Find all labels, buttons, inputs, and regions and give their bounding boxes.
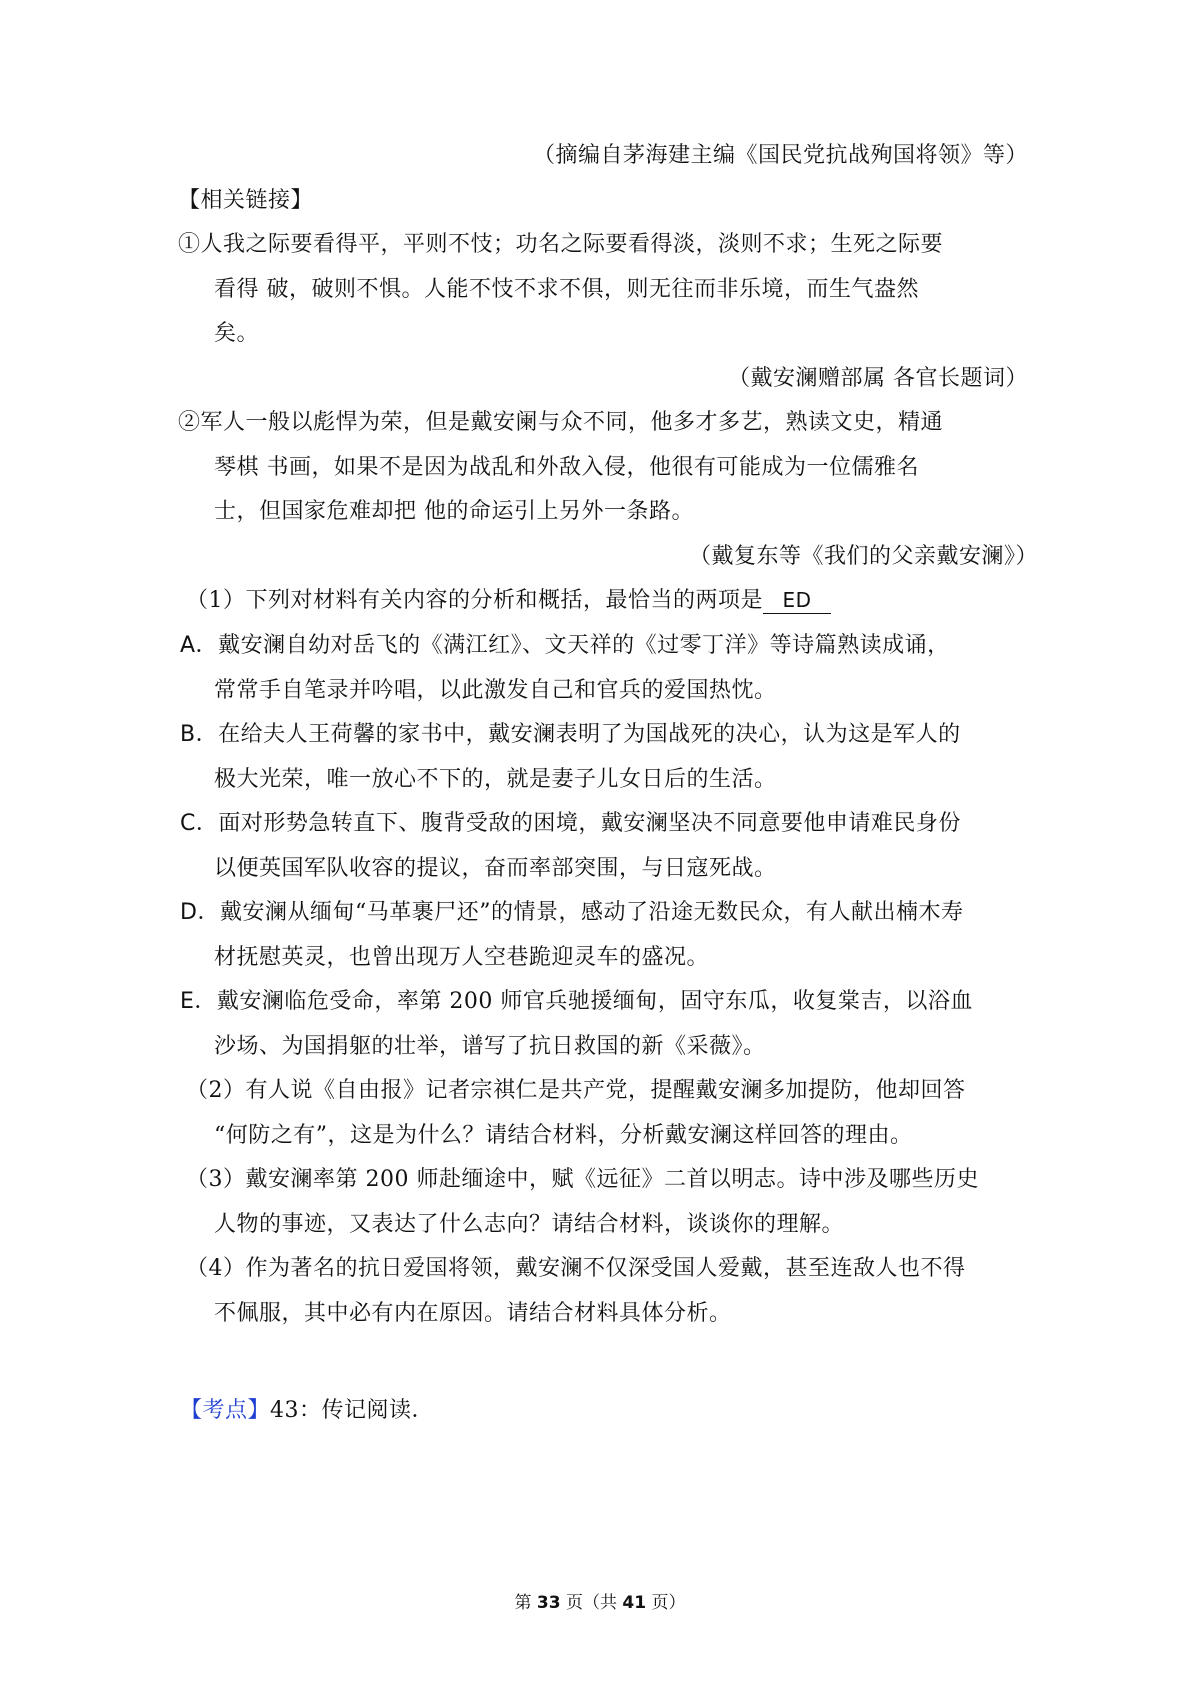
option-c [180, 809, 961, 839]
source-note: （摘编自茅海建主编《国民党抗战殉国将领》等） [532, 143, 1028, 168]
option-b-line1: 在给夫人王荷馨的家书中，戴安澜表明了为国战死的决心，认为这是军人的 [218, 722, 961, 747]
option-d [180, 898, 963, 928]
link2-source: （戴复东等《我们的父亲戴安澜》） [688, 544, 1038, 569]
option-c-line1: 面对形势急转直下、腹背受敌的困境，戴安澜坚决不同意要他申请难民身份 [218, 811, 961, 836]
link1-line2: 看得 破，破则不惧。人能不忮不求不俱，则无往而非乐境，而生气盎然 [214, 277, 919, 302]
question-4-line1: （4）作为著名的抗日爱国将领，戴安澜不仅深受国人爱戴，甚至连敌人也不得 [186, 1256, 966, 1281]
option-e [180, 987, 973, 1017]
option-b-letter: B． [180, 722, 219, 747]
option-d-line1: 戴安澜从缅甸“马革裹尸还”的情景，感动了沿途无数民众，有人献出楠木寿 [219, 900, 964, 925]
kaodian [180, 1396, 434, 1426]
option-d-line2: 材抚慰英灵，也曾出现万人空巷跪迎灵车的盛况。 [214, 945, 710, 970]
option-a [180, 631, 950, 661]
link2-line1: ②军人一般以彪悍为荣，但是戴安阑与众不同，他多才多艺，熟读文史，精通 [178, 410, 944, 435]
link1-source: （戴安澜赠部属 各官长题词） [728, 366, 1028, 391]
option-c-line2: 以便英国军队收容的提议，奋而率部突围，与日寇死战。 [214, 856, 777, 881]
footer-mid: 页（共 [566, 1593, 617, 1613]
kaodian-tag: 【考点】 [180, 1398, 271, 1423]
option-c-letter: C． [180, 811, 219, 836]
link2-line3: 士，但国家危难却把 他的命运引上另外一条路。 [214, 499, 694, 524]
footer-page-number: 33 [536, 1593, 561, 1613]
option-a-line1: 戴安澜自幼对岳飞的《满江红》、文天祥的《过零丁洋》等诗篇熟读成诵， [218, 633, 950, 658]
option-e-line1: 戴安澜临危受命，率第 200 师官兵驰援缅甸，固守东瓜，收复棠吉，以浴血 [216, 989, 973, 1014]
kaodian-text: 43：传记阅读． [270, 1398, 435, 1423]
option-e-letter: E． [180, 989, 217, 1014]
question-2-line2: “何防之有”，这是为什么？请结合材料，分析戴安澜这样回答的理由。 [214, 1123, 913, 1148]
footer-total-pages: 41 [622, 1593, 647, 1613]
related-links-heading: 【相关链接】 [178, 188, 314, 213]
question-1 [186, 586, 831, 616]
page-footer [0, 1592, 1200, 1614]
footer-prefix: 第 [514, 1593, 532, 1613]
link1-line1: ①人我之际要看得平，平则不忮；功名之际要看得淡，淡则不求；生死之际要 [178, 232, 944, 257]
option-b-line2: 极大光荣，唯一放心不下的，就是妻子儿女日后的生活。 [214, 767, 777, 792]
option-a-line2: 常常手自笔录并吟唱，以此激发自己和官兵的爱国热忱。 [214, 678, 777, 703]
option-a-letter: A． [180, 633, 219, 658]
question-1-prompt: （1）下列对材料有关内容的分析和概括，最恰当的两项是 [186, 588, 763, 613]
option-d-letter: D． [180, 900, 220, 925]
question-2-line1: （2）有人说《自由报》记者宗祺仁是共产党，提醒戴安澜多加提防，他却回答 [186, 1078, 966, 1103]
question-3-line2: 人物的事迹，又表达了什么志向？请结合材料，谈谈你的理解。 [214, 1212, 845, 1237]
option-e-line2: 沙场、为国捐躯的壮举，谱写了抗日救国的新《采薇》。 [214, 1034, 766, 1059]
link1-line3: 矣。 [214, 321, 260, 346]
question-1-answer: ED [763, 587, 831, 614]
footer-suffix: 页） [651, 1593, 686, 1613]
option-b [180, 720, 961, 750]
link2-line2: 琴棋 书画，如果不是因为战乱和外敌入侵，他很有可能成为一位儒雅名 [214, 455, 919, 480]
question-4-line2: 不佩服，其中必有内在原因。请结合材料具体分析。 [214, 1301, 732, 1326]
question-3-line1: （3）戴安澜率第 200 师赴缅途中，赋《远征》二首以明志。诗中涉及哪些历史 [186, 1167, 979, 1192]
